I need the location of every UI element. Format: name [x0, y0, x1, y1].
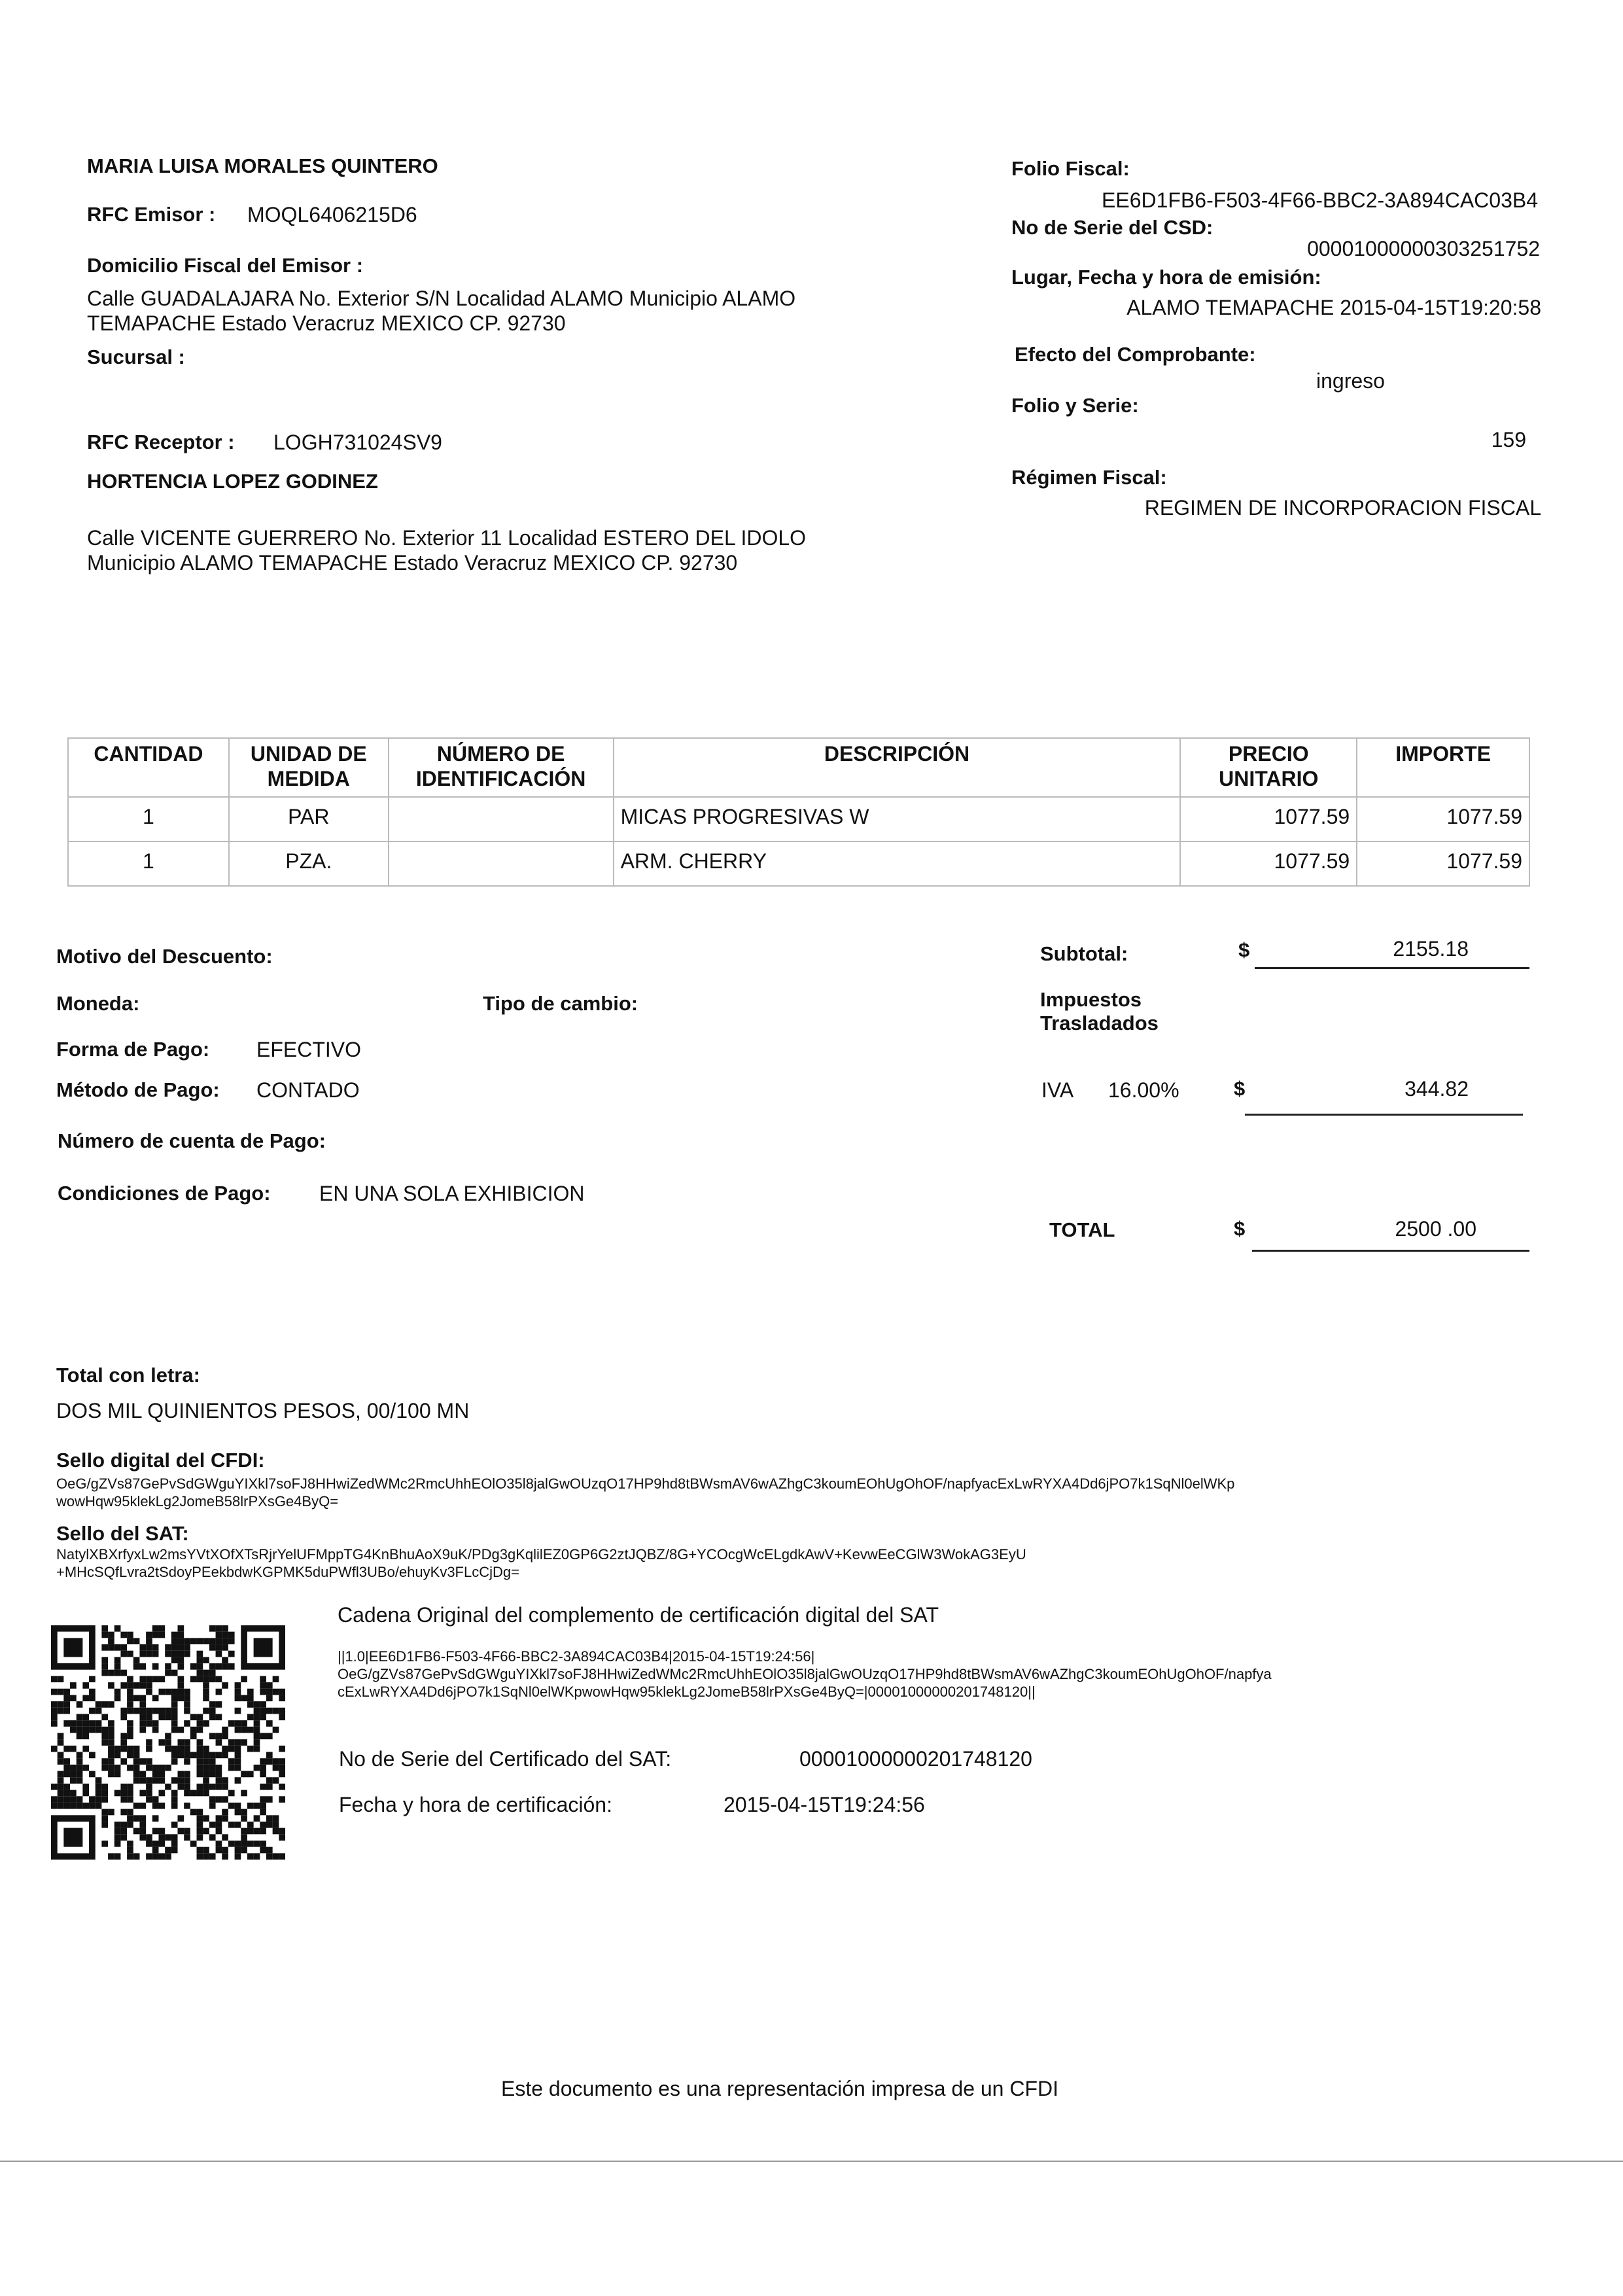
emisor-nombre: MARIA LUISA MORALES QUINTERO	[87, 154, 438, 177]
receptor-nombre: HORTENCIA LOPEZ GODINEZ	[87, 470, 378, 493]
receptor-domicilio-line2: Municipio ALAMO TEMAPACHE Estado Veracruz MEXICO CP. 92730	[87, 551, 738, 574]
folio-fiscal-label: Folio Fiscal:	[1011, 157, 1130, 180]
emisor-domicilio-line1: Calle GUADALAJARA No. Exterior S/N Localidad ALAMO Municipio ALAMO	[87, 287, 796, 310]
subtotal-label: Subtotal:	[1040, 942, 1128, 965]
iva: 344.82	[1405, 1077, 1469, 1101]
sello-sat-line1: NatylXBXrfyxLw2msYVtXOfXTsRjrYelUFMppTG4KnBhuAoX9uK/PDg3gKqlilEZ0GP6G2ztJQBZ/8G+YCOcgWcELgdkAwV+KevwEeCGlW3WokAG3EyU	[56, 1546, 1026, 1563]
cuenta-pago-label: Número de cuenta de Pago:	[58, 1129, 326, 1152]
motivo-descuento-label: Motivo del Descuento:	[56, 945, 273, 968]
subtotal-underline	[1255, 967, 1529, 969]
iva-underline	[1245, 1114, 1523, 1116]
forma-pago: EFECTIVO	[256, 1038, 362, 1061]
header-numero: NÚMERO DE IDENTIFICACIÓN	[389, 738, 614, 797]
receptor-domicilio-line1: Calle VICENTE GUERRERO No. Exterior 11 Localidad ESTERO DEL IDOLO	[87, 526, 807, 550]
regimen: REGIMEN DE INCORPORACION FISCAL	[1144, 496, 1541, 520]
iva-rate: 16.00%	[1108, 1078, 1179, 1102]
total-letra-label: Total con letra:	[56, 1364, 200, 1386]
lugar-fecha: ALAMO TEMAPACHE 2015-04-15T19:20:58	[1126, 296, 1541, 319]
cell-importe: 1077.59	[1357, 797, 1529, 841]
footer-note: Este documento es una representación impresa de un CFDI	[501, 2077, 1059, 2100]
cell-importe: 1077.59	[1357, 841, 1529, 886]
regimen-label: Régimen Fiscal:	[1011, 466, 1167, 489]
emisor-domicilio-label: Domicilio Fiscal del Emisor :	[87, 254, 364, 277]
table-row	[68, 797, 1529, 841]
iva-currency: $	[1234, 1077, 1246, 1100]
total-underline	[1252, 1250, 1529, 1252]
receptor-rfc-label: RFC Receptor :	[87, 431, 235, 453]
moneda-label: Moneda:	[56, 992, 140, 1015]
table-row	[68, 841, 1529, 886]
cadena-line1: ||1.0|EE6D1FB6-F503-4F66-BBC2-3A894CAC03B4|2015-04-15T19:24:56|	[338, 1648, 815, 1665]
sucursal-label: Sucursal :	[87, 345, 185, 368]
header-unidad: UNIDAD DE MEDIDA	[229, 738, 389, 797]
header-precio: PRECIO UNITARIO	[1180, 738, 1357, 797]
subtotal: 2155.18	[1393, 937, 1469, 961]
header-cantidad: CANTIDAD	[68, 738, 229, 797]
impuestos-label-2: Trasladados	[1040, 1012, 1159, 1034]
sello-cfdi-line1: OeG/gZVs87GePvSdGWguYIXkl7soFJ8HHwiZedWMc2RmcUhhEOlO35l8jalGwOUzqO17HP9hd8tBWsmAV6wAZhgC3koumEOhUgOhOF/napfyacExLwRYXA4Dd6jPO7k1SqNl0elWKp	[56, 1475, 1235, 1492]
condiciones-pago-label: Condiciones de Pago:	[58, 1182, 271, 1205]
serie-sat: 00001000000201748120	[799, 1747, 1032, 1771]
total: 2500 .00	[1395, 1217, 1476, 1241]
sello-cfdi-line2: wowHqw95klekLg2JomeB58lrPXsGe4ByQ=	[56, 1493, 339, 1510]
cell-cantidad: 1	[68, 841, 229, 886]
iva-label: IVA	[1041, 1078, 1074, 1102]
sello-sat-label: Sello del SAT:	[56, 1522, 189, 1545]
folio-fiscal: EE6D1FB6-F503-4F66-BBC2-3A894CAC03B4	[1102, 188, 1538, 212]
forma-pago-label: Forma de Pago:	[56, 1038, 210, 1061]
cell-descripcion: ARM. CHERRY	[614, 841, 1181, 886]
sello-cfdi-label: Sello digital del CFDI:	[56, 1449, 265, 1472]
total-letra: DOS MIL QUINIENTOS PESOS, 00/100 MN	[56, 1399, 470, 1422]
header-descripcion: DESCRIPCIÓN	[614, 738, 1181, 797]
impuestos-label-1: Impuestos	[1040, 988, 1142, 1011]
cell-numero	[389, 841, 614, 886]
fecha-certificacion-label: Fecha y hora de certificación:	[339, 1793, 612, 1816]
cell-precio: 1077.59	[1180, 841, 1357, 886]
emisor-domicilio-line2: TEMAPACHE Estado Veracruz MEXICO CP. 92730	[87, 311, 566, 335]
cell-unidad: PZA.	[229, 841, 389, 886]
serie-csd: 00001000000303251752	[1307, 237, 1540, 260]
folio-serie: 159	[1491, 428, 1526, 451]
cadena-line3: cExLwRYXA4Dd6jPO7k1SqNl0elWKpwowHqw95klekLg2JomeB58lrPXsGe4ByQ=|00001000000201748120||	[338, 1684, 1036, 1700]
emisor-rfc-label: RFC Emisor :	[87, 203, 216, 226]
cell-cantidad: 1	[68, 797, 229, 841]
table-header-row	[68, 738, 1529, 797]
subtotal-currency: $	[1238, 938, 1250, 961]
condiciones-pago: EN UNA SOLA EXHIBICION	[319, 1182, 585, 1205]
tipo-cambio-label: Tipo de cambio:	[483, 992, 638, 1015]
folio-serie-label: Folio y Serie:	[1011, 394, 1139, 417]
cadena-line2: OeG/gZVs87GePvSdGWguYIXkl7soFJ8HHwiZedWMc2RmcUhhEOlO35l8jalGwOUzqO17HP9hd8tBWsmAV6wAZhgC3koumEOhUgOhOF/napfya	[338, 1666, 1272, 1682]
efecto: ingreso	[1316, 369, 1385, 393]
page-edge-line	[0, 2161, 1623, 2162]
serie-csd-label: No de Serie del CSD:	[1011, 216, 1213, 239]
fecha-certificacion: 2015-04-15T19:24:56	[724, 1793, 925, 1816]
metodo-pago: CONTADO	[256, 1078, 360, 1102]
serie-sat-label: No de Serie del Certificado del SAT:	[339, 1747, 672, 1771]
lugar-fecha-label: Lugar, Fecha y hora de emisión:	[1011, 266, 1321, 289]
cell-descripcion: MICAS PROGRESIVAS W	[614, 797, 1181, 841]
efecto-label: Efecto del Comprobante:	[1015, 343, 1256, 366]
cell-precio: 1077.59	[1180, 797, 1357, 841]
qr-code-icon	[51, 1625, 285, 1860]
receptor-rfc: LOGH731024SV9	[273, 431, 442, 454]
cell-numero	[389, 797, 614, 841]
total-label: TOTAL	[1049, 1218, 1115, 1241]
emisor-rfc: MOQL6406215D6	[247, 203, 417, 226]
cell-unidad: PAR	[229, 797, 389, 841]
cadena-original-label: Cadena Original del complemento de certificación digital del SAT	[338, 1603, 939, 1627]
total-currency: $	[1234, 1217, 1246, 1240]
metodo-pago-label: Método de Pago:	[56, 1078, 220, 1101]
header-importe: IMPORTE	[1357, 738, 1529, 797]
conceptos-table	[67, 737, 1530, 887]
sello-sat-line2: +MHcSQfLvra2tSdoyPEekbdwKGPMK5duPWfl3UBo/ehuyKv3FLcCjDg=	[56, 1564, 519, 1580]
